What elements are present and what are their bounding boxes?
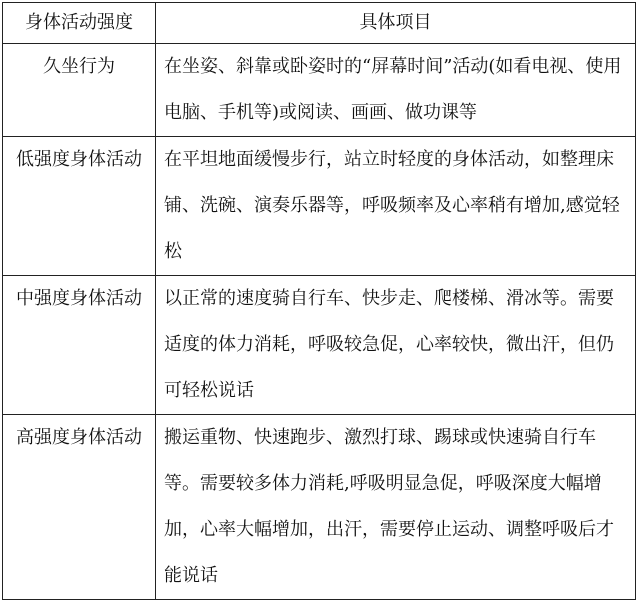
header-intensity: 身体活动强度: [3, 3, 156, 44]
items-cell: 在平坦地面缓慢步行，站立时轻度的身体活动，如整理床铺、洗碗、演奏乐器等，呼吸频率及心率稍有增加,感觉轻松: [156, 137, 636, 276]
intensity-cell: 久坐行为: [3, 44, 156, 137]
table-header-row: [3, 3, 636, 44]
table-row-high: [3, 415, 636, 600]
header-items: 具体项目: [156, 3, 636, 44]
intensity-cell: 高强度身体活动: [3, 415, 156, 600]
items-cell: 在坐姿、斜靠或卧姿时的“屏幕时间”活动(如看电视、使用电脑、手机等)或阅读、画画、做功课等: [156, 44, 636, 137]
table-row-moderate: [3, 276, 636, 415]
intensity-cell: 低强度身体活动: [3, 137, 156, 276]
activity-intensity-table: [2, 2, 636, 600]
table-row-low: [3, 137, 636, 276]
items-cell: 以正常的速度骑自行车、快步走、爬楼梯、滑冰等。需要适度的体力消耗，呼吸较急促，心率较快，微出汗，但仍可轻松说话: [156, 276, 636, 415]
items-cell: 搬运重物、快速跑步、激烈打球、踢球或快速骑自行车等。需要较多体力消耗,呼吸明显急促，呼吸深度大幅增加，心率大幅增加，出汗，需要停止运动、调整呼吸后才能说话: [156, 415, 636, 600]
table-row-sedentary: [3, 44, 636, 137]
intensity-cell: 中强度身体活动: [3, 276, 156, 415]
